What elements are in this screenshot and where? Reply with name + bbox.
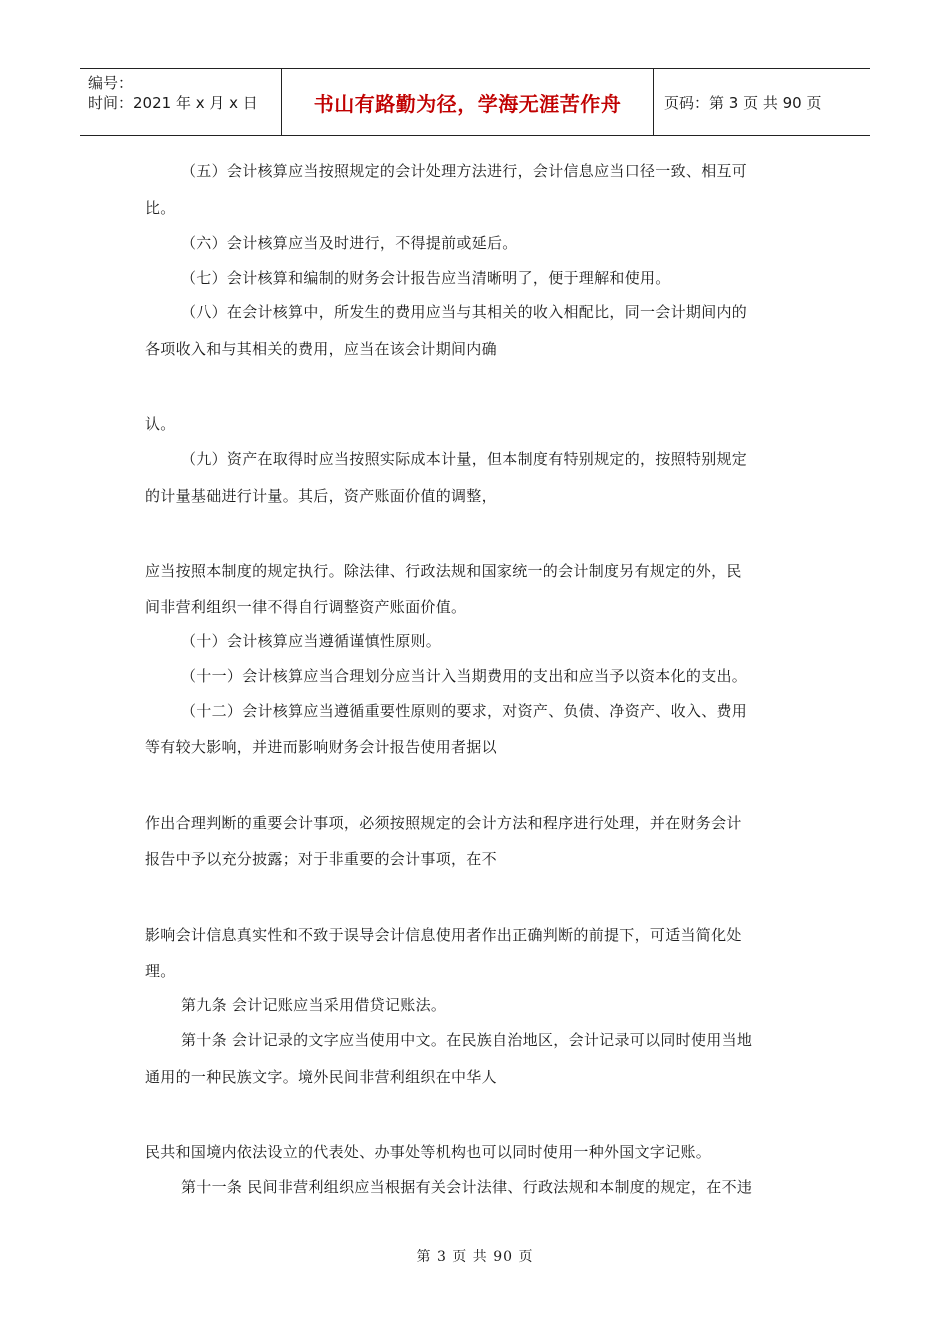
- body-line: 第九条 会计记账应当采用借贷记账法。: [181, 996, 447, 1014]
- body-line: 第十一条 民间非营利组织应当根据有关会计法律、行政法规和本制度的规定，在不违: [181, 1178, 753, 1196]
- body-line: 报告中予以充分披露；对于非重要的会计事项，在不: [145, 850, 497, 868]
- body-line: 理。: [145, 962, 176, 980]
- body-line: （七）会计核算和编制的财务会计报告应当清晰明了，便于理解和使用。: [181, 269, 671, 287]
- header-motto: 书山有路勤为径，学海无涯苦作舟: [282, 69, 654, 135]
- body-line: （八）在会计核算中，所发生的费用应当与其相关的收入相配比，同一会计期间内的: [181, 303, 748, 321]
- body-line: （十）会计核算应当遵循谨慎性原则。: [181, 632, 442, 650]
- body-line: 民共和国境内依法设立的代表处、办事处等机构也可以同时使用一种外国文字记账。: [145, 1143, 712, 1161]
- body-line: 认。: [145, 415, 176, 433]
- body-line: 间非营利组织一律不得自行调整资产账面价值。: [145, 598, 467, 616]
- body-line: （六）会计核算应当及时进行，不得提前或延后。: [181, 234, 518, 252]
- body-line: 各项收入和与其相关的费用，应当在该会计期间内确: [145, 340, 497, 358]
- body-line: 作出合理判断的重要会计事项，必须按照规定的会计方法和程序进行处理，并在财务会计: [145, 814, 742, 832]
- page-footer: 第 3 页 共 90 页: [416, 1249, 534, 1265]
- body-line: 应当按照本制度的规定执行。除法律、行政法规和国家统一的会计制度另有规定的外，民: [145, 562, 742, 580]
- body-line: 的计量基础进行计量。其后，资产账面价值的调整，: [145, 487, 497, 505]
- body-line: （十一）会计核算应当合理划分应当计入当期费用的支出和应当予以资本化的支出。: [181, 667, 748, 685]
- document-number: 编号：: [88, 74, 134, 92]
- body-line: 等有较大影响，并进而影响财务会计报告使用者据以: [145, 738, 497, 756]
- body-line: 影响会计信息真实性和不致于误导会计信息使用者作出正确判断的前提下，可适当简化处: [145, 926, 742, 944]
- body-line: （十二）会计核算应当遵循重要性原则的要求，对资产、负债、净资产、收入、费用: [181, 702, 748, 720]
- body-line: （九）资产在取得时应当按照实际成本计量，但本制度有特别规定的，按照特别规定: [181, 450, 748, 468]
- body-line: （五）会计核算应当按照规定的会计处理方法进行，会计信息应当口径一致、相互可: [181, 162, 748, 180]
- body-line: 第十条 会计记录的文字应当使用中文。在民族自治地区，会计记录可以同时使用当地: [181, 1031, 753, 1049]
- body-line: 比。: [145, 199, 176, 217]
- header-page-info: 页码：第 3 页 共 90 页: [664, 93, 822, 112]
- document-date: 时间：2021 年 x 月 x 日: [88, 94, 258, 112]
- body-line: 通用的一种民族文字。境外民间非营利组织在中华人: [145, 1068, 497, 1086]
